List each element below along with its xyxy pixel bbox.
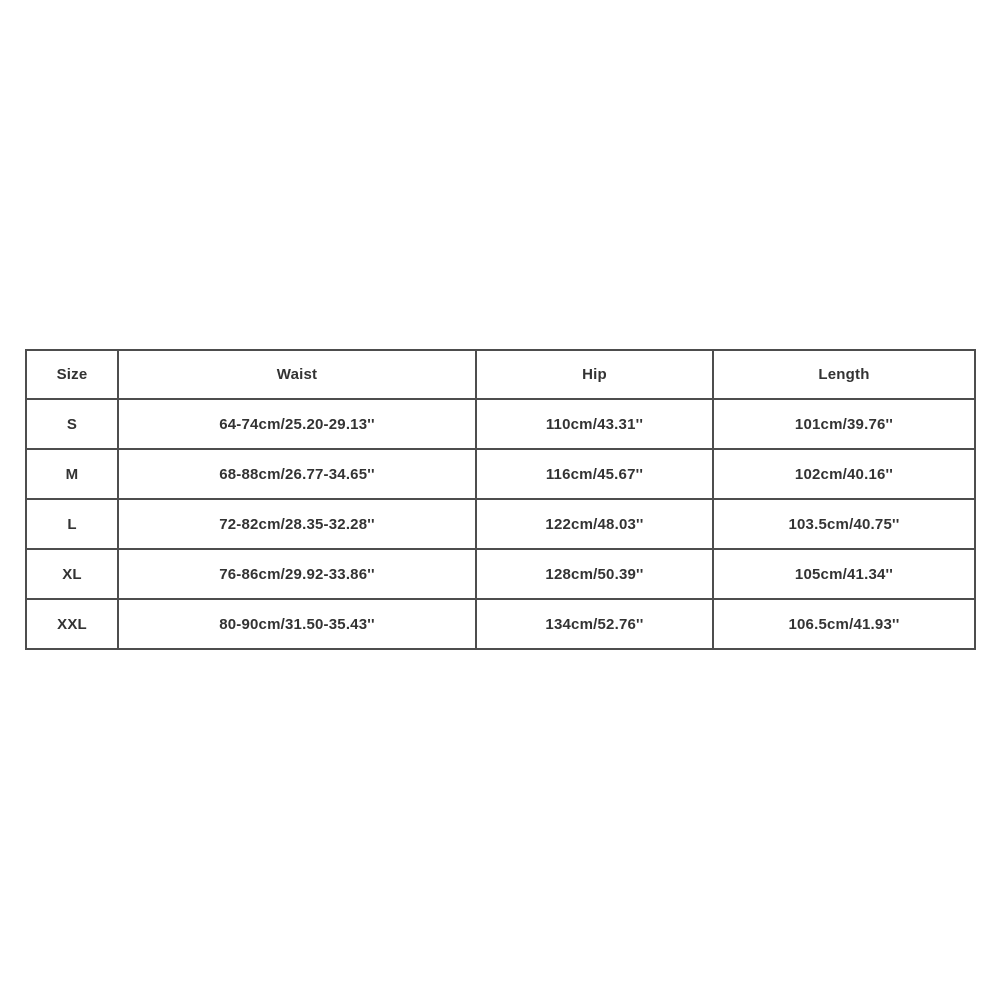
cell-waist-s: 64-74cm/25.20-29.13'' [118, 399, 476, 449]
table-row-xxl [26, 599, 975, 649]
cell-waist-m: 68-88cm/26.77-34.65'' [118, 449, 476, 499]
cell-length-xl: 105cm/41.34'' [713, 549, 975, 599]
table-row-xl [26, 549, 975, 599]
cell-size-m: M [26, 449, 118, 499]
cell-length-l: 103.5cm/40.75'' [713, 499, 975, 549]
cell-length-xxl: 106.5cm/41.93'' [713, 599, 975, 649]
cell-hip-l: 122cm/48.03'' [476, 499, 713, 549]
cell-hip-xl: 128cm/50.39'' [476, 549, 713, 599]
column-header-hip: Hip [476, 350, 713, 399]
column-header-length: Length [713, 350, 975, 399]
cell-length-s: 101cm/39.76'' [713, 399, 975, 449]
cell-waist-xxl: 80-90cm/31.50-35.43'' [118, 599, 476, 649]
table-row-m [26, 449, 975, 499]
column-header-size: Size [26, 350, 118, 399]
cell-size-s: S [26, 399, 118, 449]
cell-size-xl: XL [26, 549, 118, 599]
size-chart-table [25, 349, 976, 650]
table-row-l [26, 499, 975, 549]
cell-waist-xl: 76-86cm/29.92-33.86'' [118, 549, 476, 599]
cell-hip-s: 110cm/43.31'' [476, 399, 713, 449]
cell-hip-xxl: 134cm/52.76'' [476, 599, 713, 649]
cell-hip-m: 116cm/45.67'' [476, 449, 713, 499]
header-row [26, 350, 975, 399]
cell-length-m: 102cm/40.16'' [713, 449, 975, 499]
cell-size-l: L [26, 499, 118, 549]
cell-size-xxl: XXL [26, 599, 118, 649]
column-header-waist: Waist [118, 350, 476, 399]
table-row-s [26, 399, 975, 449]
cell-waist-l: 72-82cm/28.35-32.28'' [118, 499, 476, 549]
